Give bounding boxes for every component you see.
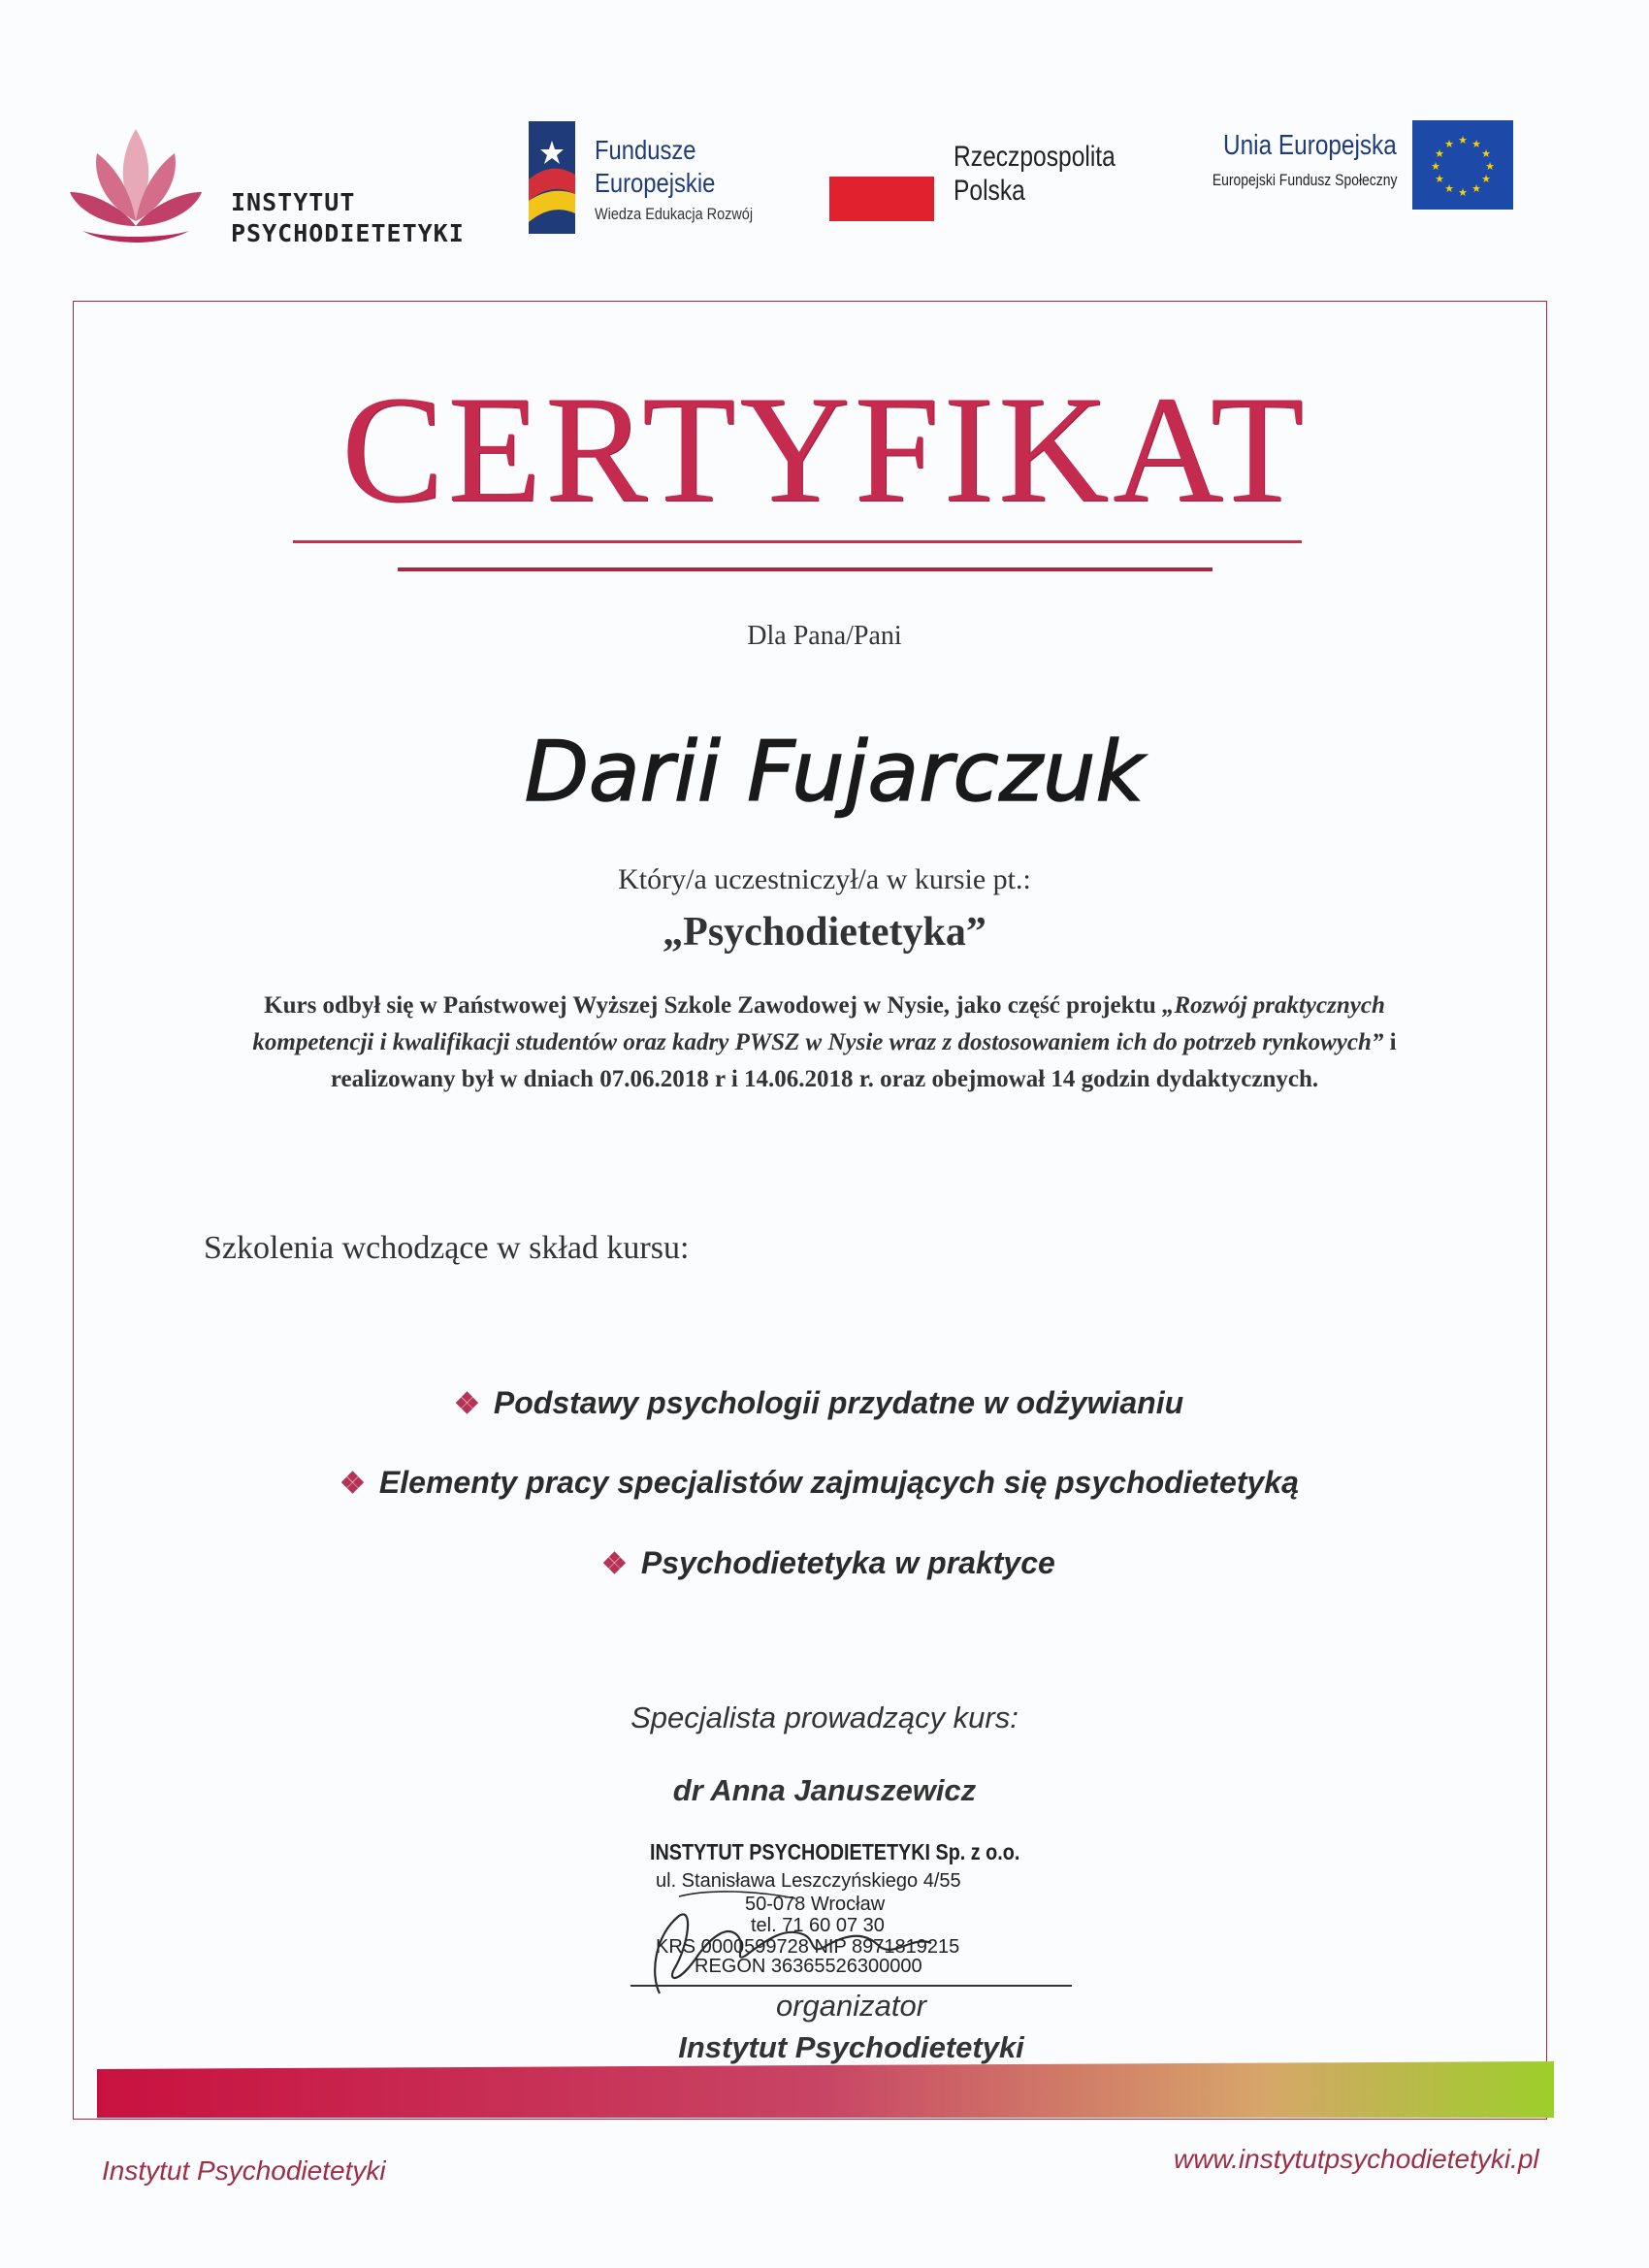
svg-text:★: ★	[1435, 147, 1444, 160]
poland-line1: Rzeczpospolita	[954, 141, 1116, 173]
institute-logo-line2: PSYCHODIETETYKI	[231, 219, 465, 247]
eu-funds-star-icon	[529, 121, 575, 234]
footer-institute-name: Instytut Psychodietetyki	[102, 2155, 386, 2186]
module-item	[601, 1545, 1055, 1581]
eu-logo	[1164, 116, 1523, 223]
stamp-street: ul. Stanisława Leszczyńskiego 4/55	[656, 1870, 961, 1892]
stamp-company: INSTYTUT PSYCHODIETETYKI Sp. z o.o.	[650, 1839, 1020, 1864]
institute-logo-line1: INSTYTUT	[231, 188, 356, 216]
course-name: „Psychodietetyka”	[663, 910, 986, 955]
institute-logo	[68, 124, 495, 260]
attended-text: Który/a uczestniczył/a w kursie pt.:	[618, 863, 1031, 895]
trainings-heading: Szkolenia wchodzące w skład kursu:	[204, 1230, 690, 1266]
poland-logo	[829, 136, 1149, 233]
eu-funds-line2: Europejskie	[595, 168, 716, 198]
signature-line	[630, 1985, 1072, 1987]
decorative-band	[97, 2061, 1554, 2118]
course-description	[204, 988, 1445, 1098]
poland-flag-icon	[829, 177, 934, 221]
svg-text:★: ★	[1471, 138, 1481, 150]
organizer-label: organizator	[775, 1989, 927, 2023]
module-label: Elementy pracy specjalistów zajmujących się psychodietetyką	[378, 1465, 1299, 1500]
svg-text:★: ★	[1481, 147, 1491, 160]
poland-line2: Polska	[954, 175, 1025, 207]
svg-text:★: ★	[1444, 138, 1454, 150]
stamp-regon: REGON 36365526300000	[695, 1956, 922, 1977]
svg-text:★: ★	[1481, 173, 1491, 185]
course-description-part1: Kurs odbył się w Państwowej Wyższej Szkole Zawodowej w Nysie, jako część projektu	[264, 992, 1162, 1019]
module-item	[454, 1385, 1183, 1421]
specialist-label: Specjalista prowadzący kurs:	[630, 1701, 1018, 1734]
stamp-city: 50-078 Wrocław	[745, 1894, 886, 1915]
svg-text:★: ★	[1435, 173, 1444, 185]
stamp-phone: tel. 71 60 07 30	[751, 1915, 885, 1936]
diamond-bullet-icon: ❖	[601, 1548, 628, 1580]
salutation: Dla Pana/Pani	[747, 621, 902, 651]
footer-website-link[interactable]: www.instytutpsychodietetyki.pl	[1174, 2144, 1539, 2174]
lotus-icon	[68, 124, 204, 248]
eu-funds-logo	[529, 121, 810, 238]
svg-text:★: ★	[1471, 182, 1481, 195]
module-label: Podstawy psychologii przydatne w odżywianiu	[493, 1385, 1184, 1420]
certificate-title: CERTYFIKAT	[340, 365, 1309, 535]
eu-line2: Europejski Fundusz Społeczny	[1212, 171, 1397, 189]
diamond-bullet-icon: ❖	[340, 1468, 366, 1500]
eu-line1: Unia Europejska	[1223, 130, 1397, 161]
stamp-krs-nip: KRS 0000599728 NIP 8971819215	[656, 1936, 960, 1958]
title-underline-secondary	[398, 567, 1212, 571]
svg-text:★: ★	[1458, 186, 1468, 199]
course-description-part2: i realizowany był w dniach 07.06.2018 r i 14.06.2018 r. oraz obejmował 14 godzin dydaktycznych.	[330, 1029, 1397, 1092]
eu-flag-icon	[1412, 120, 1513, 210]
organizer-name: Instytut Psychodietetyki	[678, 2030, 1024, 2064]
svg-text:★: ★	[1431, 160, 1440, 173]
recipient-name	[349, 703, 1319, 839]
specialist-name: dr Anna Januszewicz	[672, 1773, 977, 1807]
eu-funds-line3: Wiedza Edukacja Rozwój	[595, 205, 754, 223]
project-title: „Rozwój praktycznych kompetencji i kwalifikacji studentów oraz kadry PWSZ w Nysie wraz z dostosowaniem ich do potrzeb rynkowych”	[252, 992, 1385, 1055]
svg-text:★: ★	[1444, 182, 1454, 195]
eu-funds-line1: Fundusze	[595, 135, 696, 165]
module-label: Psychodietetyka w praktyce	[640, 1545, 1055, 1580]
title-underline	[293, 540, 1302, 543]
svg-text:★: ★	[1485, 160, 1495, 173]
svg-text:★: ★	[1458, 134, 1468, 146]
module-item	[340, 1465, 1299, 1501]
diamond-bullet-icon: ❖	[454, 1388, 480, 1420]
recipient-name-text: Darii Fujarczuk	[524, 724, 1145, 821]
